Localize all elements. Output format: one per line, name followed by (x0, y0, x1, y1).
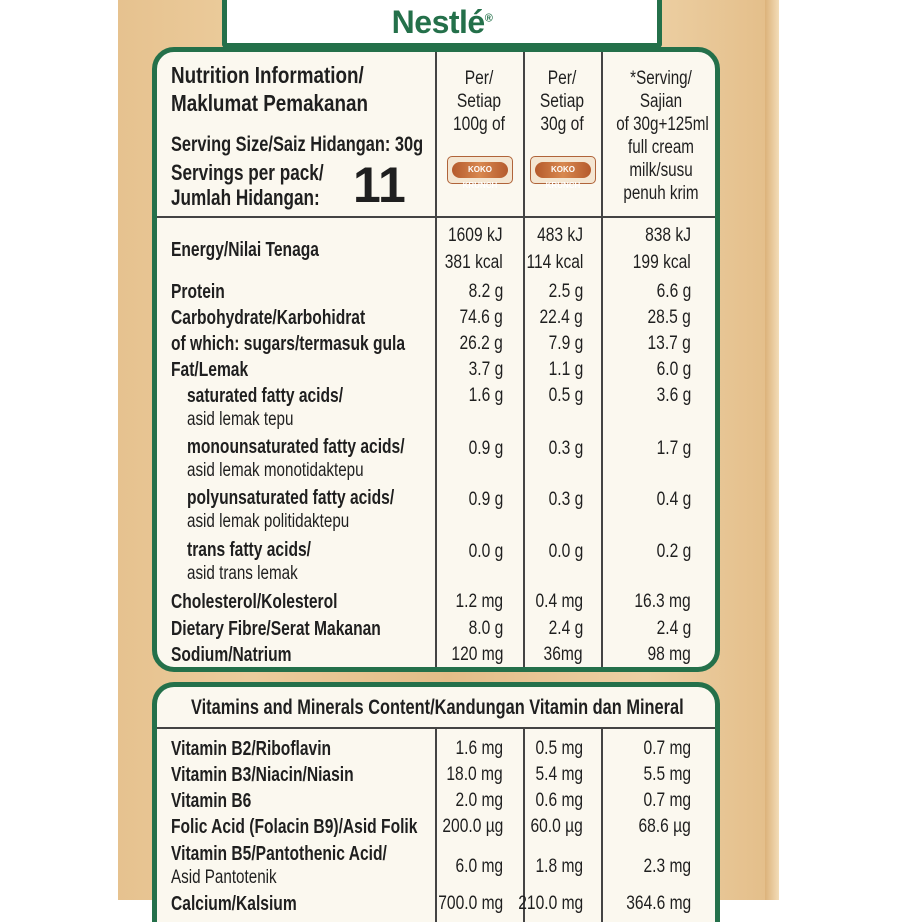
vitamin-label: Vitamin B5/Pantothenic Acid/ (171, 843, 387, 865)
col1-header-2: Setiap (456, 91, 502, 112)
vitamins-minerals-panel (152, 682, 720, 922)
vitamin-value-serving: 5.5 mg (643, 764, 691, 785)
energy-kj-100g: 1609 kJ (448, 225, 503, 246)
servings-per-pack-malay: Jumlah Hidangan: (171, 185, 320, 210)
nutrient-value-100g: 8.0 g (468, 618, 503, 639)
column-divider (523, 52, 525, 667)
nutrient-label: Protein (171, 281, 225, 303)
nutrient-value-30g: 0.0 g (548, 541, 583, 562)
column-divider (601, 52, 603, 667)
nutrition-title-malay: Maklumat Pemakanan (171, 90, 369, 116)
nutrient-label: Dietary Fibre/Serat Makanan (171, 618, 381, 640)
nutrient-value-serving: 6.0 g (656, 359, 691, 380)
column-divider (601, 727, 603, 922)
nutrient-label: Cholesterol/Kolesterol (171, 591, 338, 613)
col3-header-5: milk/susu (629, 160, 693, 181)
energy-kj-serving: 838 kJ (645, 225, 691, 246)
energy-kcal-100g: 381 kcal (444, 252, 503, 273)
col2-header-2: Setiap (539, 91, 585, 112)
nutrient-label: saturated fatty acids/ (187, 385, 344, 407)
nutrient-value-serving: 16.3 mg (634, 591, 691, 612)
vitamin-value-100g: 200.0 µg (442, 816, 503, 837)
nutrient-label: monounsaturated fatty acids/ (187, 436, 405, 458)
nutrient-label: Sodium/Natrium (171, 644, 292, 666)
nutrient-value-30g: 36mg (544, 644, 583, 665)
energy-kj-30g: 483 kJ (537, 225, 583, 246)
nutrient-value-serving: 98 mg (647, 644, 691, 665)
col3-header-2: Sajian (639, 91, 683, 112)
nutrient-value-30g: 0.3 g (548, 438, 583, 459)
brand-logo (227, 4, 657, 41)
nutrient-value-30g: 0.3 g (548, 489, 583, 510)
nutrition-information-panel (152, 47, 720, 672)
energy-label: Energy/Nilai Tenaga (171, 239, 319, 261)
nutrient-value-30g: 2.5 g (548, 281, 583, 302)
vitamin-value-30g: 1.8 mg (535, 856, 583, 877)
vitamin-value-30g: 210.0 mg (518, 893, 583, 914)
nutrient-value-30g: 1.1 g (548, 359, 583, 380)
col2-header-3: 30g of (540, 114, 584, 135)
vitamin-value-30g: 60.0 µg (530, 816, 583, 837)
column-divider (435, 52, 437, 667)
servings-count: 11 (353, 157, 406, 213)
vitamin-value-serving: 0.7 mg (643, 790, 691, 811)
vitamin-label-malay: Asid Pantotenik (171, 867, 277, 888)
nutrient-value-30g: 22.4 g (539, 307, 583, 328)
nutrient-label: polyunsaturated fatty acids/ (187, 487, 395, 509)
vitamin-value-serving: 2.3 mg (643, 856, 691, 877)
vitamin-value-30g: 0.6 mg (535, 790, 583, 811)
nutrient-value-100g: 0.9 g (468, 438, 503, 459)
col3-header-1: *Serving/ (630, 68, 692, 89)
nutrient-value-serving: 13.7 g (647, 333, 691, 354)
nutrient-label: Carbohydrate/Karbohidrat (171, 307, 366, 329)
nutrient-value-30g: 2.4 g (548, 618, 583, 639)
product-badge-label: KOKO KRUNCH (535, 162, 591, 178)
nutrient-value-serving: 6.6 g (656, 281, 691, 302)
trademark-mark: ® (484, 12, 493, 25)
col2-header-1: Per/ (547, 68, 577, 89)
nutrient-label-malay: asid lemak monotidaktepu (187, 460, 364, 481)
col3-header-6: penuh krim (623, 183, 699, 204)
nutrient-value-serving: 3.6 g (656, 385, 691, 406)
nutrient-value-30g: 0.5 g (548, 385, 583, 406)
vitamin-label: Vitamin B6 (171, 790, 252, 812)
header-divider (157, 216, 715, 218)
nutrient-value-100g: 120 mg (451, 644, 503, 665)
nutrient-value-100g: 26.2 g (459, 333, 503, 354)
vitamin-value-100g: 1.6 mg (455, 738, 503, 759)
box-edge (765, 0, 779, 900)
product-badge (447, 156, 513, 190)
nutrient-value-100g: 74.6 g (459, 307, 503, 328)
nutrient-label: Fat/Lemak (171, 359, 249, 381)
vitamin-value-100g: 700.0 mg (438, 893, 503, 914)
vitamin-label: Calcium/Kalsium (171, 893, 297, 915)
brand-name: Nestlé (391, 4, 485, 40)
product-badge-label: KOKO KRUNCH (452, 162, 508, 178)
serving-size: Serving Size/Saiz Hidangan: 30g (171, 133, 424, 156)
nutrient-label-malay: asid lemak tepu (187, 409, 294, 430)
nutrient-label-malay: asid trans lemak (187, 563, 298, 584)
vitamin-value-30g: 5.4 mg (535, 764, 583, 785)
nutrient-value-serving: 0.2 g (656, 541, 691, 562)
vitamin-label: Folic Acid (Folacin B9)/Asid Folik (171, 816, 418, 838)
nutrient-value-serving: 0.4 g (656, 489, 691, 510)
col3-header-3: of 30g+125ml (616, 114, 709, 135)
vitamin-value-100g: 18.0 mg (446, 764, 503, 785)
nutrient-value-100g: 0.9 g (468, 489, 503, 510)
nutrient-value-100g: 1.6 g (468, 385, 503, 406)
nutrient-value-100g: 8.2 g (468, 281, 503, 302)
nutrient-value-serving: 2.4 g (656, 618, 691, 639)
servings-per-pack: Servings per pack/ (171, 160, 324, 185)
nutrient-label: trans fatty acids/ (187, 539, 311, 561)
nutrient-value-30g: 7.9 g (548, 333, 583, 354)
nutrient-value-serving: 1.7 g (656, 438, 691, 459)
vitamin-value-100g: 6.0 mg (455, 856, 503, 877)
nutrient-value-100g: 1.2 mg (455, 591, 503, 612)
column-divider (435, 727, 437, 922)
col3-header-4: full cream (628, 137, 694, 158)
energy-kcal-30g: 114 kcal (526, 252, 583, 273)
vitamin-value-serving: 68.6 µg (638, 816, 691, 837)
vitamin-value-serving: 364.6 mg (626, 893, 691, 914)
nutrient-value-30g: 0.4 mg (535, 591, 583, 612)
col1-header-3: 100g of (453, 114, 505, 135)
vitamins-title: Vitamins and Minerals Content/Kandungan Vitamin dan Mineral (191, 696, 684, 719)
nutrient-value-100g: 3.7 g (468, 359, 503, 380)
nutrition-title: Nutrition Information/ (171, 62, 364, 88)
vitamin-value-100g: 2.0 mg (455, 790, 503, 811)
vitamin-value-serving: 0.7 mg (643, 738, 691, 759)
nutrient-label: of which: sugars/termasuk gula (171, 333, 406, 355)
vitamin-label: Vitamin B2/Riboflavin (171, 738, 332, 760)
col1-header-1: Per/ (464, 68, 494, 89)
nutrient-value-100g: 0.0 g (468, 541, 503, 562)
energy-kcal-serving: 199 kcal (632, 252, 691, 273)
nutrient-value-serving: 28.5 g (647, 307, 691, 328)
product-badge (530, 156, 596, 190)
vitamin-value-30g: 0.5 mg (535, 738, 583, 759)
brand-logo-box (222, 0, 662, 48)
vitamin-label: Vitamin B3/Niacin/Niasin (171, 764, 354, 786)
nutrient-label-malay: asid lemak politidaktepu (187, 511, 350, 532)
